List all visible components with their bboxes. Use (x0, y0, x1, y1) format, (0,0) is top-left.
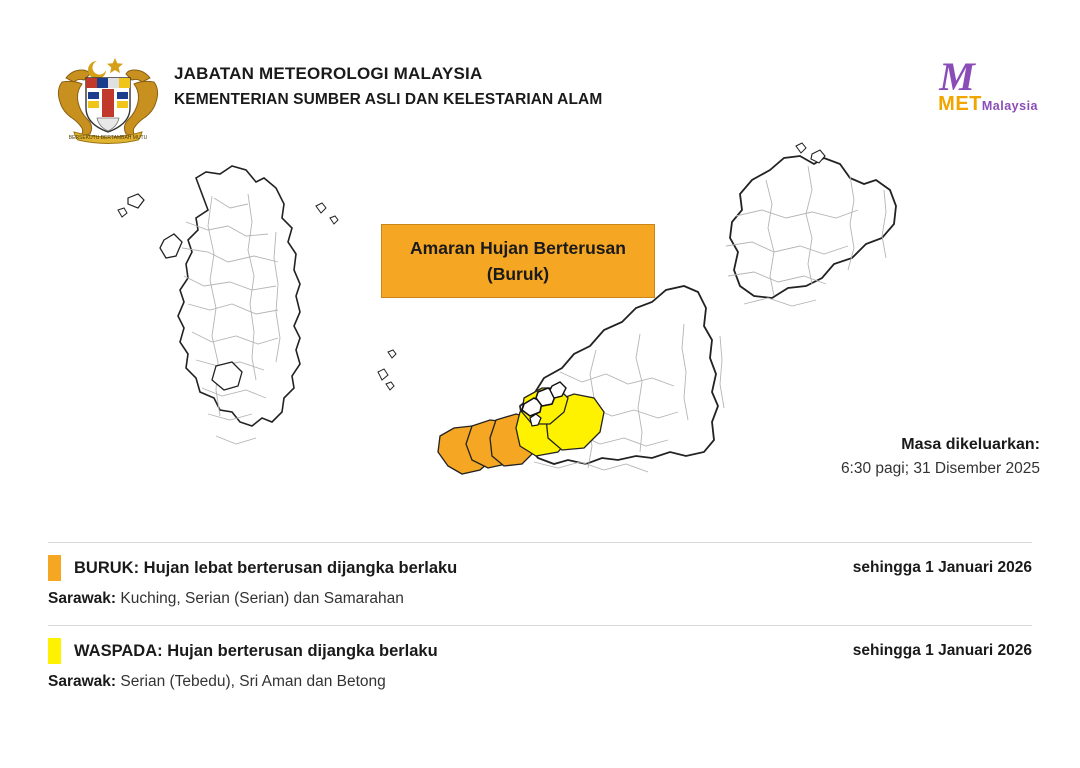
met-logo-mark: M (939, 54, 973, 99)
borneo (438, 143, 896, 474)
legend-title-waspada: WASPADA: Hujan berterusan dijangka berlaku (74, 641, 438, 660)
legend-state-buruk: Sarawak: (48, 590, 117, 607)
warning-banner-subtitle: (Buruk) (486, 264, 550, 284)
malaysia-coat-of-arms-icon (52, 48, 164, 144)
legend-swatch-waspada-icon (48, 638, 61, 664)
legend-areas-buruk: Kuching, Serian (Serian) dan Samarahan (120, 590, 404, 607)
legend-detail-waspada (48, 673, 1032, 691)
legend-detail-buruk (48, 590, 1032, 608)
legend-until-buruk: sehingga 1 Januari 2026 (852, 559, 1032, 576)
svg-text:BERSEKUTU BERTAMBAH MUTU: BERSEKUTU BERTAMBAH MUTU (68, 135, 148, 141)
warning-banner-title: Amaran Hujan Berterusan (410, 238, 626, 258)
met-logo-suffix: Malaysia (981, 99, 1038, 113)
legend (48, 542, 1032, 691)
issued-time-label: Masa dikeluarkan: (901, 436, 1040, 453)
legend-block-waspada (48, 625, 1032, 691)
issued-time-block (841, 436, 1040, 478)
legend-row-waspada (48, 638, 1032, 664)
header-titles (174, 64, 602, 109)
legend-block-buruk (48, 542, 1032, 608)
page-header (0, 42, 1080, 141)
metmalaysia-logo (898, 54, 1038, 126)
ministry-name: KEMENTERIAN SUMBER ASLI DAN KELESTARIAN ALAM (174, 91, 603, 108)
legend-title-buruk: BURUK: Hujan lebat berterusan dijangka berlaku (74, 558, 458, 577)
legend-areas-waspada: Serian (Tebedu), Sri Aman dan Betong (120, 673, 386, 690)
met-logo-text: METMalaysia (938, 93, 1038, 115)
legend-swatch-buruk-icon (48, 555, 61, 581)
warning-banner (381, 224, 655, 298)
issued-time-value: 6:30 pagi; 31 Disember 2025 (840, 460, 1040, 477)
legend-row-buruk (48, 555, 1032, 581)
agency-name: JABATAN METEOROLOGI MALAYSIA (174, 64, 483, 83)
peninsular-malaysia (118, 166, 396, 444)
legend-until-waspada: sehingga 1 Januari 2026 (852, 642, 1032, 659)
malaysia-warning-map (0, 136, 1080, 526)
legend-state-waspada: Sarawak: (48, 673, 117, 690)
